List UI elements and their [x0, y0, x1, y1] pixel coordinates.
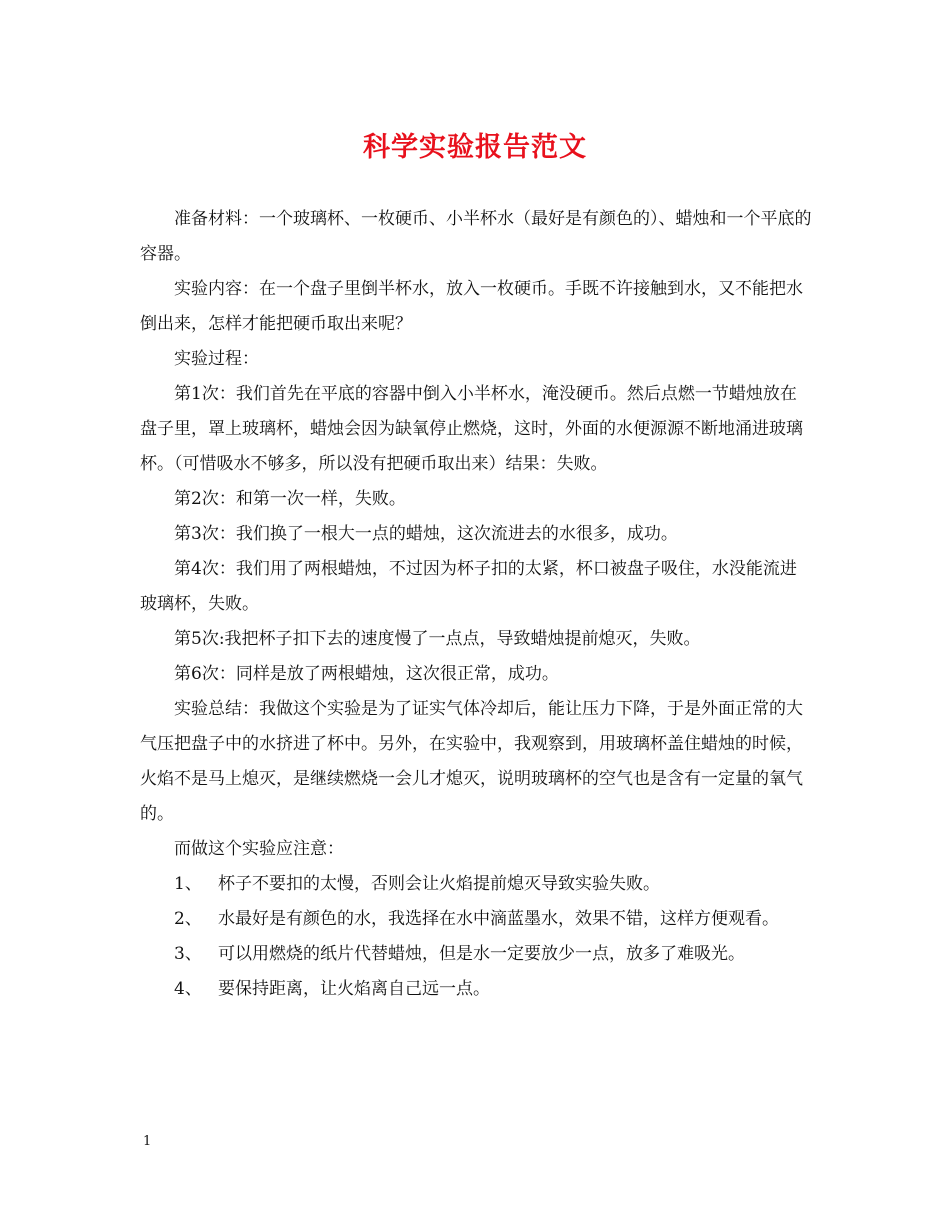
- paragraph-trial-2: 第2次：和第一次一样，失败。: [174, 489, 406, 509]
- paragraph-materials: 准备材料：一个玻璃杯、一枚硬币、小半杯水（最好是有颜色的）、蜡烛和一个平底的容器。: [140, 209, 812, 264]
- note-text: 杯子不要扣的太慢，否则会让火焰提前熄灭导致实验失败。: [218, 874, 660, 894]
- note-text: 水最好是有颜色的水，我选择在水中滴蓝墨水，效果不错，这样方便观看。: [218, 909, 779, 929]
- note-item: [140, 937, 812, 972]
- note-number: 4、: [174, 979, 202, 999]
- note-number: 1、: [174, 874, 202, 894]
- note-item: [140, 902, 812, 937]
- paragraph-content: 实验内容：在一个盘子里倒半杯水，放入一枚硬币。手既不许接触到水，又不能把水倒出来，怎样才能把硬币取出来呢？: [140, 279, 803, 334]
- paragraph-trial-3: 第3次：我们换了一根大一点的蜡烛，这次流进去的水很多，成功。: [174, 524, 678, 544]
- paragraph-summary: 实验总结：我做这个实验是为了证实气体冷却后，能让压力下降，于是外面正常的大气压把盘子中的水挤进了杯中。另外，在实验中，我观察到，用玻璃杯盖住蜡烛的时候，火焰不是马上熄灭，是继续燃烧一会儿才熄灭，说明玻璃杯的空气也是含有一定量的氧气的。: [140, 699, 803, 824]
- note-text: 要保持距离，让火焰离自己远一点。: [218, 979, 490, 999]
- paragraph-process-heading: 实验过程：: [174, 349, 259, 369]
- note-number: 2、: [174, 909, 202, 929]
- paragraph-trial-1: 第1次：我们首先在平底的容器中倒入小半杯水，淹没硬币。然后点燃一节蜡烛放在盘子里，罩上玻璃杯，蜡烛会因为缺氧停止燃烧，这时，外面的水便源源不断地涌进玻璃杯。（可惜吸水不够多，所以没有把硬币取出来）结果：失败。: [140, 384, 803, 474]
- paragraph-trial-6: 第6次：同样是放了两根蜡烛，这次很正常，成功。: [174, 664, 559, 684]
- paragraph-notes-heading: 而做这个实验应注意：: [174, 839, 344, 859]
- note-number: 3、: [174, 944, 202, 964]
- note-item: [140, 972, 812, 1007]
- page-number: 1: [143, 1134, 152, 1149]
- note-item: [140, 867, 812, 902]
- document-title: 科学实验报告范文: [363, 132, 587, 163]
- paragraph-trial-4: 第4次：我们用了两根蜡烛，不过因为杯子扣的太紧，杯口被盘子吸住，水没能流进玻璃杯，失败。: [140, 559, 797, 614]
- paragraph-trial-5: 第5次:我把杯子扣下去的速度慢了一点点，导致蜡烛提前熄灭，失败。: [174, 629, 701, 649]
- document-body: [140, 202, 812, 1007]
- note-text: 可以用燃烧的纸片代替蜡烛，但是水一定要放少一点，放多了难吸光。: [218, 944, 745, 964]
